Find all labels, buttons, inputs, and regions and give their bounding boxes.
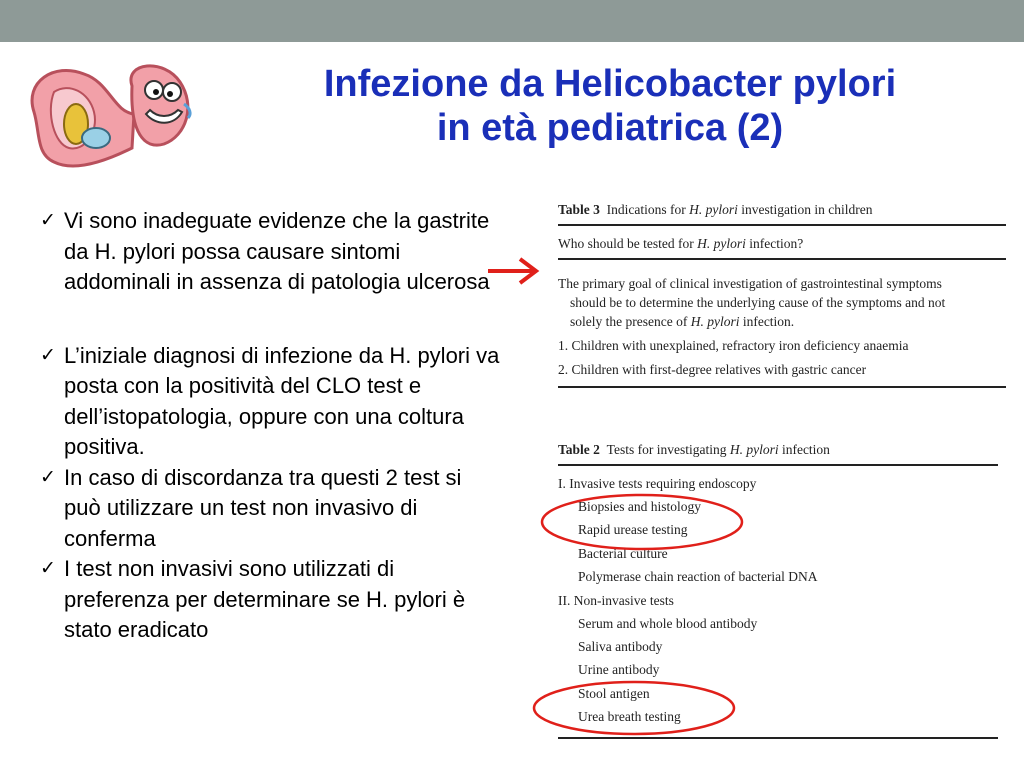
table-row: Serum and whole blood antibody bbox=[578, 616, 758, 631]
table-row: Stool antigen bbox=[578, 686, 650, 701]
table-rule bbox=[558, 464, 998, 466]
bullet-text: L’iniziale diagnosi di infezione da H. pylori va posta con la positività del CLO test e dell’istopatologia, oppure con una coltura positiva. bbox=[64, 342, 500, 459]
table-3 bbox=[558, 200, 1008, 395]
table-rule bbox=[558, 258, 1006, 260]
table-row: Urea breath testing bbox=[578, 709, 681, 724]
table-row: Urine antibody bbox=[578, 662, 660, 677]
table-2-caption: Table 2 Tests for investigating H. pylori infection bbox=[558, 442, 830, 457]
bullet-item bbox=[40, 463, 500, 555]
check-icon: ✓ bbox=[40, 344, 56, 366]
table-row: Biopsies and histology bbox=[578, 499, 702, 514]
bullet-list bbox=[40, 206, 500, 646]
title-line-2: in età pediatrica (2) bbox=[436, 107, 784, 149]
title-line-1: Infezione da Helicobacter pylori bbox=[323, 63, 897, 105]
table-row: II. Non-invasive tests bbox=[558, 593, 674, 608]
stomach-cartoon-icon bbox=[14, 52, 204, 176]
red-arrow-icon bbox=[486, 256, 540, 286]
table-3-caption: Table 3 Indications for H. pylori investigation in children bbox=[558, 202, 873, 217]
table-3-goal-line: The primary goal of clinical investigation of gastrointestinal symptoms bbox=[558, 276, 942, 291]
check-icon: ✓ bbox=[40, 466, 56, 488]
table-3-goal-line: solely the presence of H. pylori infection. bbox=[570, 314, 795, 329]
slide-title bbox=[230, 62, 990, 150]
table-row: Polymerase chain reaction of bacterial DNA bbox=[578, 569, 818, 584]
table-rule bbox=[558, 737, 998, 739]
check-icon: ✓ bbox=[40, 558, 56, 579]
top-bar bbox=[0, 0, 1024, 42]
bullet-item bbox=[40, 554, 500, 646]
bullet-item bbox=[40, 206, 500, 298]
bullet-text: Vi sono inadeguate evidenze che la gastrite da H. pylori possa causare sintomi addominali in assenza di patologia ulcerosa bbox=[64, 208, 490, 294]
table-rule bbox=[558, 386, 1006, 388]
check-icon: ✓ bbox=[40, 210, 56, 231]
bullet-item bbox=[40, 341, 500, 463]
table-row: Bacterial culture bbox=[578, 546, 668, 561]
table-3-goal-line: should be to determine the underlying cause of the symptoms and not bbox=[570, 295, 946, 310]
table-rule bbox=[558, 224, 1006, 226]
table-row: Rapid urease testing bbox=[578, 522, 688, 537]
bullet-text: I test non invasivi sono utilizzati di preferenza per determinare se H. pylori è stato eradicato bbox=[64, 556, 466, 642]
table-3-item: 2. Children with first-degree relatives with gastric cancer bbox=[558, 362, 867, 377]
table-3-header: Who should be tested for H. pylori infection? bbox=[558, 236, 804, 251]
table-row: I. Invasive tests requiring endoscopy bbox=[558, 476, 757, 491]
table-2 bbox=[558, 440, 1003, 745]
table-3-item: 1. Children with unexplained, refractory iron deficiency anaemia bbox=[558, 338, 909, 353]
table-row: Saliva antibody bbox=[578, 639, 663, 654]
bullet-text: In caso di discordanza tra questi 2 test si può utilizzare un test non invasivo di conferma bbox=[64, 464, 462, 551]
